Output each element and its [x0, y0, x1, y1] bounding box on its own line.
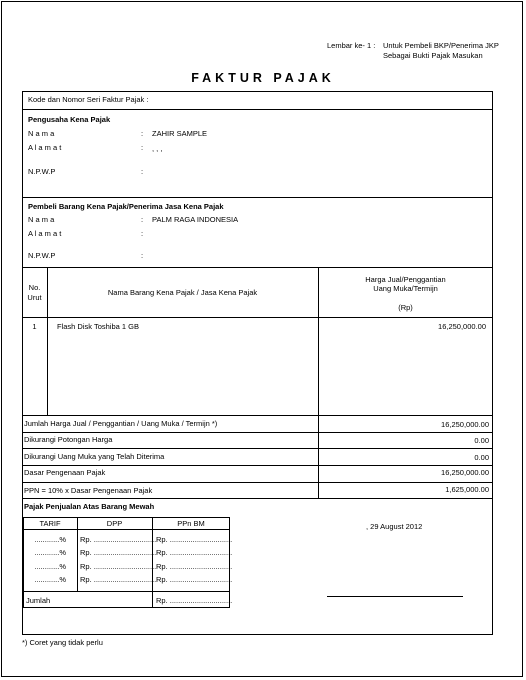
luxury-tarif: ............%	[34, 535, 66, 544]
divider	[23, 529, 230, 530]
buyer-name-label: N a m a	[28, 215, 55, 224]
luxury-total-label: Jumlah	[26, 596, 51, 605]
seller-address-colon: :	[141, 143, 144, 152]
col-price-line1: Harga Jual/Penggantian	[365, 275, 446, 284]
divider	[22, 482, 493, 483]
total-value: 16,250,000.00	[441, 420, 489, 429]
buyer-address-label: A l a m a t	[28, 229, 62, 238]
seller-npwp-label: N.P.W.P	[28, 167, 56, 176]
divider	[22, 109, 493, 110]
luxury-col-dpp: DPP	[106, 519, 123, 528]
seller-npwp-colon: :	[141, 167, 144, 176]
divider	[23, 591, 230, 592]
luxury-col-ppnbm: PPn BM	[177, 519, 205, 528]
col-no-line1: No.	[28, 283, 41, 292]
item-name: Flash Disk Toshiba 1 GB	[57, 322, 139, 331]
luxury-ppnbm: Rp. ..............................	[156, 575, 233, 584]
item-amount: 16,250,000.00	[438, 322, 486, 331]
luxury-dpp: Rp. ..............................	[80, 548, 157, 557]
sheet-label: Lembar ke- 1 :	[327, 41, 376, 50]
seller-name-colon: :	[141, 129, 144, 138]
item-no: 1	[32, 322, 37, 331]
divider	[22, 197, 493, 198]
luxury-tarif: ............%	[34, 562, 66, 571]
total-label: Dikurangi Potongan Harga	[24, 435, 113, 444]
luxury-tarif: ............%	[34, 575, 66, 584]
luxury-dpp: Rp. ..............................	[80, 575, 157, 584]
buyer-name-colon: :	[141, 215, 144, 224]
total-label: Dasar Pengenaan Pajak	[24, 468, 106, 477]
luxury-ppnbm: Rp. ..............................	[156, 548, 233, 557]
luxury-total-ppnbm: Rp. ..............................	[156, 596, 233, 605]
divider	[22, 415, 493, 416]
buyer-section-title: Pembeli Barang Kena Pajak/Penerima Jasa Kena Pajak	[28, 202, 224, 211]
document-title: FAKTUR PAJAK	[191, 71, 335, 85]
seller-section-title: Pengusaha Kena Pajak	[28, 115, 111, 124]
luxury-col-tarif: TARIF	[39, 519, 61, 528]
buyer-address-colon: :	[141, 229, 144, 238]
divider	[22, 432, 493, 433]
total-label: PPN = 10% x Dasar Pengenaan Pajak	[24, 486, 153, 495]
divider	[22, 317, 493, 318]
luxury-section-title: Pajak Penjualan Atas Barang Mewah	[24, 502, 155, 511]
total-value: 1,625,000.00	[445, 485, 489, 494]
col-divider	[318, 415, 319, 499]
total-label: Dikurangi Uang Muka yang Telah Diterima	[24, 452, 165, 461]
invoice-date: , 29 August 2012	[366, 522, 423, 531]
seller-name-label: N a m a	[28, 129, 55, 138]
luxury-ppnbm: Rp. ..............................	[156, 562, 233, 571]
total-value: 0.00	[474, 436, 489, 445]
buyer-npwp-label: N.P.W.P	[28, 251, 56, 260]
total-value: 16,250,000.00	[441, 468, 489, 477]
footnote: *) Coret yang tidak perlu	[22, 638, 103, 647]
divider	[22, 465, 493, 466]
purpose-line-2: Sebagai Bukti Pajak Masukan	[383, 51, 483, 60]
divider	[22, 267, 493, 268]
seller-address-label: A l a m a t	[28, 143, 62, 152]
luxury-dpp: Rp. ..............................	[80, 562, 157, 571]
total-label: Jumlah Harga Jual / Penggantian / Uang Muka / Termijn *)	[24, 419, 218, 428]
col-price-line3: (Rp)	[398, 303, 413, 312]
serial-label: Kode dan Nomor Seri Faktur Pajak :	[28, 95, 149, 104]
luxury-dpp: Rp. ..............................	[80, 535, 157, 544]
luxury-ppnbm: Rp. ..............................	[156, 535, 233, 544]
col-price-line2: Uang Muka/Termijn	[373, 284, 438, 293]
seller-address-value: , , ,	[152, 144, 163, 153]
total-value: 0.00	[474, 453, 489, 462]
divider	[22, 498, 493, 499]
buyer-npwp-colon: :	[141, 251, 144, 260]
divider	[22, 448, 493, 449]
col-no-line2: Urut	[27, 293, 42, 302]
luxury-tarif: ............%	[34, 548, 66, 557]
signature-line	[327, 596, 463, 597]
buyer-name-value: PALM RAGA INDONESIA	[152, 215, 239, 224]
col-name-header: Nama Barang Kena Pajak / Jasa Kena Pajak	[107, 288, 258, 297]
seller-name-value: ZAHIR SAMPLE	[152, 129, 208, 138]
purpose-line-1: Untuk Pembeli BKP/Penerima JKP	[383, 41, 499, 50]
